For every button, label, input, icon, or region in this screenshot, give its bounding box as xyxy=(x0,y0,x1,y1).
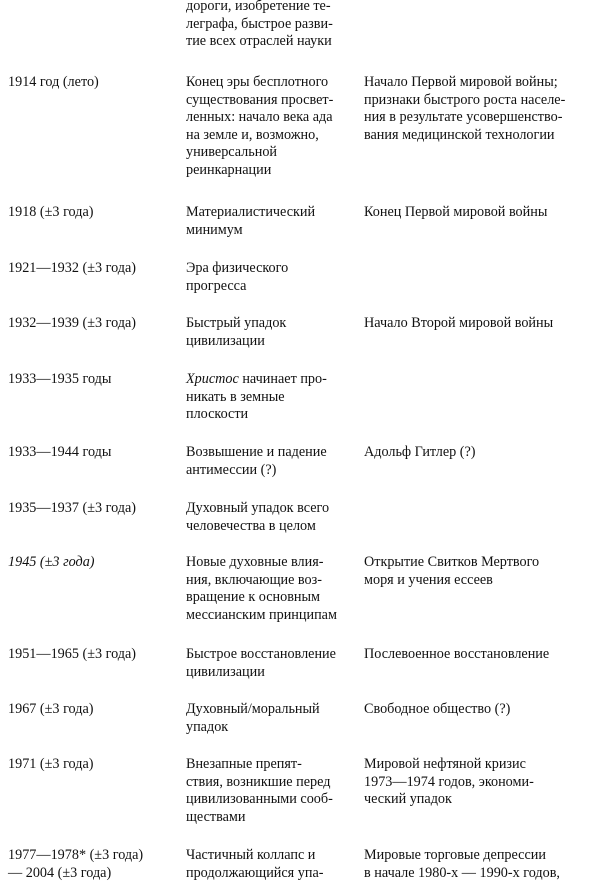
timeline-note xyxy=(364,847,596,882)
text-line: антимессии (?) xyxy=(186,461,277,478)
timeline-note xyxy=(364,315,596,333)
text-line: Быстрое восстановление xyxy=(186,646,336,662)
text-line: 1921—1932 (±3 года) xyxy=(8,260,137,276)
text-line: леграфа, быстрое разви- xyxy=(186,15,333,32)
text-line: плоскости xyxy=(186,406,249,423)
text-fragment: начинает про- xyxy=(238,371,327,387)
timeline-date xyxy=(8,847,180,882)
text-line: Открытие Свитков Мертвого xyxy=(364,554,540,570)
timeline-note xyxy=(364,554,596,589)
text-line: ществами xyxy=(186,808,246,825)
text-line: Новые духовные влия- xyxy=(186,554,324,570)
text-line: ния в результате усовершенство- xyxy=(364,109,563,126)
text-line: 1933—1935 годы xyxy=(8,371,112,387)
timeline-date xyxy=(8,554,180,572)
text-line: 1973—1974 годов, экономи- xyxy=(364,773,534,790)
text-line: дороги, изобретение те- xyxy=(186,0,331,14)
text-line: существования просвет- xyxy=(186,91,334,108)
text-line: никать в земные xyxy=(186,388,285,405)
timeline-date xyxy=(8,260,180,278)
text-line: вания медицинской технологии xyxy=(364,126,555,143)
text-line: упадок xyxy=(186,718,229,735)
text-line xyxy=(186,371,358,389)
timeline-date xyxy=(8,500,180,518)
text-line: Эра физического xyxy=(186,260,289,276)
text-line: в начале 1980-х — 1990-х годов, xyxy=(364,864,560,881)
timeline-date xyxy=(8,701,180,719)
text-line: 1977—1978* (±3 года) xyxy=(8,847,144,863)
timeline-event xyxy=(186,847,358,882)
timeline-note xyxy=(364,444,596,462)
timeline-date xyxy=(8,204,180,222)
text-line: вращение к основным xyxy=(186,589,321,606)
text-line: 1914 год (лето) xyxy=(8,74,99,90)
timeline-event xyxy=(186,554,358,624)
timeline-event xyxy=(186,701,358,736)
timeline-event xyxy=(186,756,358,826)
timeline-date xyxy=(8,371,180,389)
text-line: Конец Первой мировой войны xyxy=(364,204,548,220)
text-line: Послевоенное восстановление xyxy=(364,646,550,662)
text-line: реинкарнации xyxy=(186,161,272,178)
text-line: минимум xyxy=(186,221,243,238)
timeline-event xyxy=(186,500,358,535)
text-line: Возвышение и падение xyxy=(186,444,327,460)
text-line: 1967 (±3 года) xyxy=(8,701,94,717)
timeline-date xyxy=(8,444,180,462)
italic-word: Христос xyxy=(186,371,239,387)
text-line: цивилизации xyxy=(186,663,265,680)
text-line: Мировой нефтяной кризис xyxy=(364,756,526,772)
text-line: Начало Первой мировой войны; xyxy=(364,74,558,90)
text-line: ствия, возникшие перед xyxy=(186,773,331,790)
timeline-date xyxy=(8,74,180,92)
timeline-date xyxy=(8,315,180,333)
text-line: на земле и, возможно, xyxy=(186,126,319,143)
text-line: 1971 (±3 года) xyxy=(8,756,94,772)
timeline-event xyxy=(186,74,358,180)
text-line: Духовный/моральный xyxy=(186,701,320,717)
timeline-note xyxy=(364,646,596,664)
text-line: моря и учения ессеев xyxy=(364,571,493,588)
text-line: 1933—1944 годы xyxy=(8,444,112,460)
text-line: ния, включающие воз- xyxy=(186,571,322,588)
timeline-event xyxy=(186,646,358,681)
text-line: Духовный упадок всего xyxy=(186,500,330,516)
text-line: 1932—1939 (±3 года) xyxy=(8,315,137,331)
text-line: универсальной xyxy=(186,144,278,161)
text-line: — 2004 (±3 года) xyxy=(8,864,112,881)
timeline-event xyxy=(186,204,358,239)
text-line: цивилизованными сооб- xyxy=(186,791,333,808)
text-line: продолжающийся упа- xyxy=(186,864,324,881)
text-line: Частичный коллапс и xyxy=(186,847,316,863)
text-line: человечества в целом xyxy=(186,517,316,534)
text-line: прогресса xyxy=(186,277,247,294)
text-line: тие всех отраслей науки xyxy=(186,33,332,50)
text-line: Адольф Гитлер (?) xyxy=(364,444,476,460)
text-line: 1918 (±3 года) xyxy=(8,204,94,220)
timeline-note xyxy=(364,74,596,144)
timeline-note xyxy=(364,756,596,809)
text-line: 1935—1937 (±3 года) xyxy=(8,500,137,516)
text-line: Быстрый упадок xyxy=(186,315,287,331)
text-line: 1951—1965 (±3 года) xyxy=(8,646,137,662)
text-line: Свободное общество (?) xyxy=(364,701,511,717)
text-line: Конец эры бесплотного xyxy=(186,74,329,90)
text-line: Внезапные препят- xyxy=(186,756,302,772)
text-line: ленных: начало века ада xyxy=(186,109,333,126)
text-line: мессианским принципам xyxy=(186,606,337,623)
timeline-event xyxy=(186,260,358,295)
timeline-event xyxy=(186,371,358,424)
text-line: признаки быстрого роста населе- xyxy=(364,91,566,108)
text-line: 1945 (±3 года) xyxy=(8,554,95,570)
timeline-event xyxy=(186,0,358,51)
timeline-event xyxy=(186,315,358,350)
timeline-event xyxy=(186,444,358,479)
text-line: Мировые торговые депрессии xyxy=(364,847,546,863)
timeline-note xyxy=(364,701,596,719)
text-line: ческий упадок xyxy=(364,791,452,808)
timeline-date xyxy=(8,646,180,664)
timeline-note xyxy=(364,204,596,222)
text-line: Материалистический xyxy=(186,204,316,220)
text-line: цивилизации xyxy=(186,332,265,349)
timeline-date xyxy=(8,756,180,774)
text-line: Начало Второй мировой войны xyxy=(364,315,554,331)
